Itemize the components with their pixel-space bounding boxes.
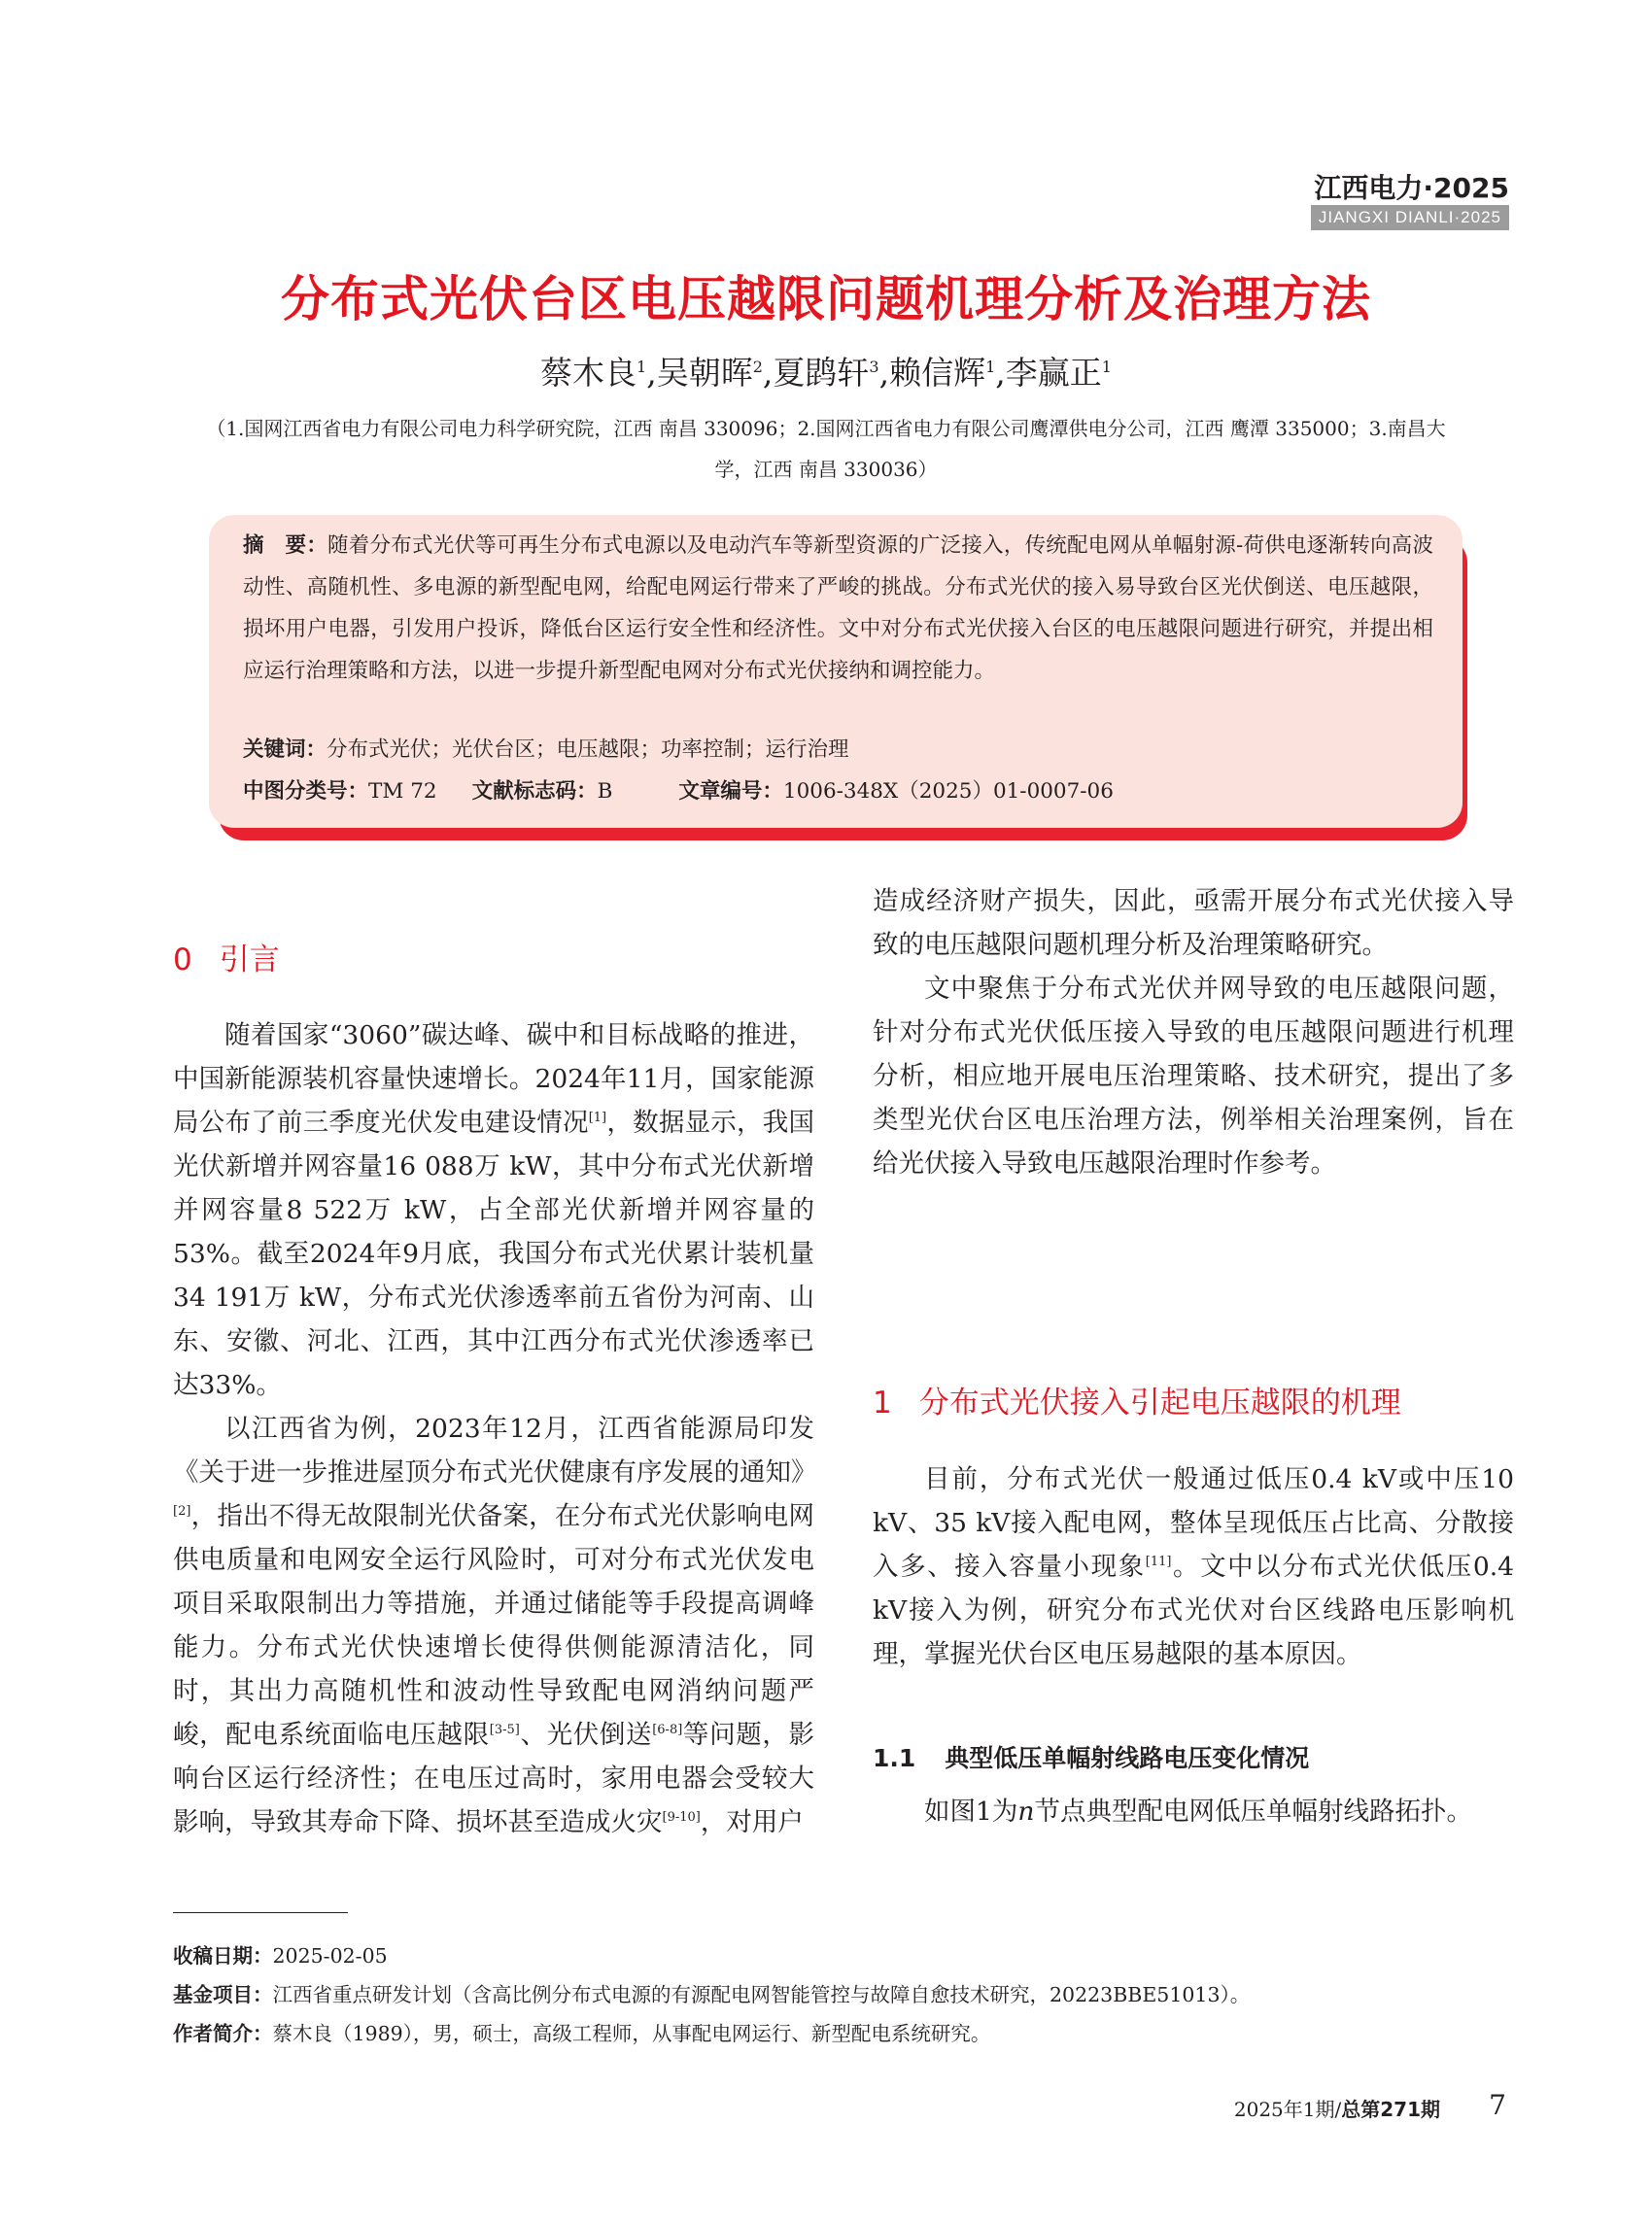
footnote-fund: 基金项目：江西省重点研发计划（含高比例分布式电源的有源配电网智能管控与故障自愈技术研究，20223BBE51013）。 bbox=[173, 1983, 1251, 2006]
paragraph-intro-3: 文中聚焦于分布式光伏并网导致的电压越限问题，针对分布式光伏低压接入导致的电压越限问题进行机理分析，相应地开展电压治理策略、技术研究，提出了多类型光伏台区电压治理方法，例举相关治理案例，旨在给光伏接入导致电压越限治理时作参考。 bbox=[873, 974, 1514, 1179]
right-column-top bbox=[873, 879, 1514, 1185]
paragraph-topology: 如图1为n节点典型配电网低压单幅射线路拓扑。 bbox=[924, 1797, 1472, 1827]
doc-code-value: B bbox=[597, 779, 613, 804]
author-name: 夏鹍轩 bbox=[773, 354, 870, 392]
variable-n: n bbox=[1017, 1797, 1035, 1827]
keywords-label: 关键词： bbox=[243, 737, 327, 762]
keywords-text: 分布式光伏；光伏台区；电压越限；功率控制；运行治理 bbox=[327, 737, 849, 762]
author-affiliation-mark: 1 bbox=[1101, 358, 1112, 376]
affiliations: （1.国网江西省电力有限公司电力科学研究院，江西 南昌 330096；2.国网江西省电力有限公司鹰潭供电分公司，江西 鹰潭 335000；3.南昌大学，江西 南昌 330036） bbox=[206, 417, 1446, 481]
paper-title: 分布式光伏台区电压越限问题机理分析及治理方法 bbox=[281, 271, 1371, 327]
clc-value: TM 72 bbox=[368, 779, 437, 804]
abstract bbox=[243, 525, 1433, 692]
journal-title: 江西电力·2025 bbox=[1314, 172, 1509, 204]
clc-label: 中图分类号： bbox=[243, 779, 369, 804]
doc-code-label: 文献标志码： bbox=[471, 779, 598, 804]
footnote-rule bbox=[173, 1912, 348, 1913]
page-number: 7 bbox=[1489, 2089, 1506, 2121]
citation: [6-8] bbox=[652, 1723, 683, 1738]
paragraph-intro-1: 随着国家“3060”碳达峰、碳中和目标战略的推进，中国新能源装机容量快速增长。2024年11月，国家能源局公布了前三季度光伏发电建设情况[1]，数据显示，我国光伏新增并网容量16 088万 kW，其中分布式光伏新增并网容量8 522万 kW，占全部光伏新增并网容量的53%。截至2024年9月底，我国分布式光伏累计装机量34 191万 kW，分布式光伏渗透率前五省份为河南、山东、安徽、河北、江西，其中江西分布式光伏渗透率已达33%。 bbox=[173, 1020, 814, 1400]
citation: [11] bbox=[1145, 1555, 1172, 1570]
citation: [1] bbox=[588, 1111, 607, 1126]
article-no-label: 文章编号： bbox=[678, 779, 783, 804]
author-list: 蔡木良$^1$,吴朝晖$^2$,夏鹍轩$^3$,赖信辉$^1$,李赢正$^1$ bbox=[540, 354, 1112, 392]
footnote-author: 作者简介：蔡木良（1989），男，硕士，高级工程师，从事配电网运行、新型配电系统研究。 bbox=[173, 2022, 991, 2045]
section-heading-0: 0 引言 bbox=[173, 942, 280, 977]
author-affiliation-mark: 3 bbox=[869, 358, 879, 376]
abstract-text: 随着分布式光伏等可再生分布式电源以及电动汽车等新型资源的广泛接入，传统配电网从单幅射源-荷供电逐渐转向高波动性、高随机性、多电源的新型配电网，给配电网运行带来了严峻的挑战。分布式光伏的接入易导致台区光伏倒送、电压越限，损坏用户电器，引发用户投诉，降低台区运行安全性和经济性。文中对分布式光伏接入台区的电压越限问题进行研究，并提出相应运行治理策略和方法，以进一步提升新型配电网对分布式光伏接纳和调控能力。 bbox=[243, 533, 1433, 683]
keywords bbox=[243, 729, 849, 771]
classification-line bbox=[243, 771, 1114, 812]
author-name: 李赢正 bbox=[1005, 354, 1102, 392]
article-no-value: 1006-348X（2025）01-0007-06 bbox=[782, 779, 1114, 804]
citation: [9-10] bbox=[662, 1810, 701, 1826]
author-name: 蔡木良 bbox=[540, 354, 637, 392]
subsection-heading-1-1: 1.1 典型低压单幅射线路电压变化情况 bbox=[873, 1744, 1310, 1772]
citation: [3-5] bbox=[489, 1723, 520, 1738]
paragraph-intro-2: 以江西省为例，2023年12月，江西省能源局印发《关于进一步推进屋顶分布式光伏健康有序发展的通知》[2]，指出不得无故限制光伏备案，在分布式光伏影响电网供电质量和电网安全运行风险时，可对分布式光伏发电项目采取限制出力等措施，并通过储能等手段提高调峰能力。分布式光伏快速增长使得供侧能源清洁化，同时，其出力高随机性和波动性导致配电网消纳问题严峻，配电系统面临电压越限[3-5]、光伏倒送[6-8]等问题，影响台区运行经济性；在电压过高时，家用电器会受较大影响，导致其寿命下降、损坏甚至造成火灾[9-10]，对用户 bbox=[173, 1414, 817, 1837]
citation: [2] bbox=[173, 1504, 191, 1520]
paragraph-mechanism: 目前，分布式光伏一般通过低压0.4 kV或中压10 kV、35 kV接入配电网，整体呈现低压占比高、分散接入多、接入容量小现象[11]。文中以分布式光伏低压0.4 kV接入为例，研究分布式光伏对台区线路电压影响机理，掌握光伏台区电压易越限的基本原因。 bbox=[873, 1464, 1515, 1669]
author-affiliation-mark: 2 bbox=[752, 358, 763, 376]
paragraph-intro-2-continued: 造成经济财产损失，因此，亟需开展分布式光伏接入导致的电压越限问题机理分析及治理策略研究。 bbox=[873, 886, 1514, 960]
author-affiliation-mark: 1 bbox=[985, 358, 996, 376]
author-name: 赖信辉 bbox=[889, 354, 986, 392]
right-column-middle bbox=[873, 1457, 1514, 1676]
section-heading-1: 1 分布式光伏接入引起电压越限的机理 bbox=[873, 1386, 1401, 1421]
left-column bbox=[173, 1013, 817, 1844]
author-name: 吴朝晖 bbox=[656, 354, 753, 392]
right-column-bottom bbox=[873, 1790, 1514, 1833]
author-affiliation-mark: 1 bbox=[637, 358, 647, 376]
issue-info: 2025年1期/总第271期 bbox=[1233, 2098, 1440, 2121]
abstract-label: 摘 要： bbox=[243, 533, 327, 558]
footnote-received: 收稿日期：2025-02-05 bbox=[173, 1944, 388, 1968]
journal-subtitle: JIANGXI DIANLI·2025 bbox=[1311, 205, 1509, 230]
